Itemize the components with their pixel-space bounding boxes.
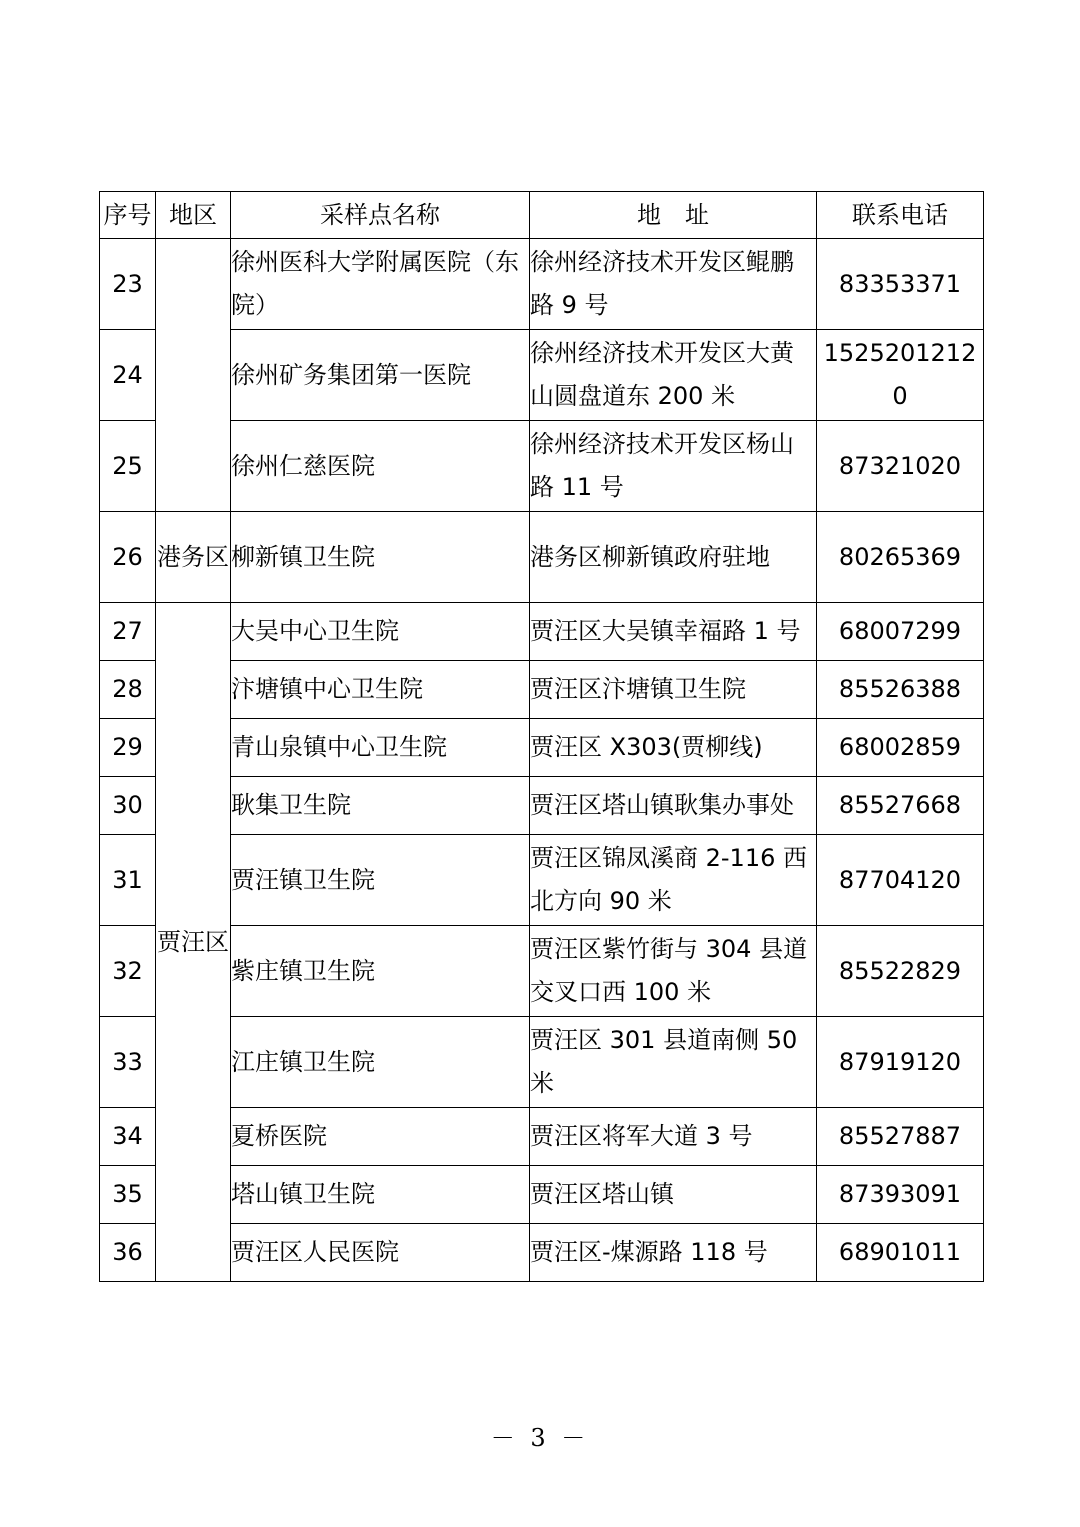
row-phone: 68002859	[817, 719, 984, 777]
row-no: 31	[100, 835, 156, 926]
row-address: 贾汪区-煤源路 118 号	[530, 1224, 817, 1282]
row-no: 24	[100, 330, 156, 421]
row-phone: 15252012120	[817, 330, 984, 421]
row-site-name: 塔山镇卫生院	[231, 1166, 530, 1224]
row-no: 33	[100, 1017, 156, 1108]
row-address: 徐州经济技术开发区杨山路 11 号	[530, 421, 817, 512]
row-address: 贾汪区锦凤溪商 2-116 西北方向 90 米	[530, 835, 817, 926]
page-number: － 3 －	[490, 1424, 590, 1452]
row-no: 32	[100, 926, 156, 1017]
row-phone: 87393091	[817, 1166, 984, 1224]
table-header-row	[100, 192, 984, 239]
row-site-name: 贾汪镇卫生院	[231, 835, 530, 926]
table-row	[100, 1166, 984, 1224]
row-phone: 87919120	[817, 1017, 984, 1108]
row-site-name: 夏桥医院	[231, 1108, 530, 1166]
row-no: 35	[100, 1166, 156, 1224]
table-row	[100, 421, 984, 512]
table-row	[100, 1224, 984, 1282]
table-row	[100, 835, 984, 926]
header-phone: 联系电话	[817, 192, 984, 239]
row-address: 贾汪区汴塘镇卫生院	[530, 661, 817, 719]
sampling-sites-table	[99, 191, 984, 1282]
row-no: 29	[100, 719, 156, 777]
row-site-name: 徐州仁慈医院	[231, 421, 530, 512]
row-no: 26	[100, 512, 156, 603]
table-row	[100, 239, 984, 330]
header-no: 序号	[100, 192, 156, 239]
table-row	[100, 603, 984, 661]
row-phone: 83353371	[817, 239, 984, 330]
row-address: 徐州经济技术开发区鲲鹏路 9 号	[530, 239, 817, 330]
table-row	[100, 512, 984, 603]
row-phone: 87704120	[817, 835, 984, 926]
table-row	[100, 1017, 984, 1108]
row-address: 贾汪区将军大道 3 号	[530, 1108, 817, 1166]
row-address: 贾汪区紫竹街与 304 县道交叉口西 100 米	[530, 926, 817, 1017]
row-phone: 68901011	[817, 1224, 984, 1282]
row-no: 36	[100, 1224, 156, 1282]
row-no: 23	[100, 239, 156, 330]
row-site-name: 贾汪区人民医院	[231, 1224, 530, 1282]
row-address: 贾汪区 301 县道南侧 50 米	[530, 1017, 817, 1108]
row-address: 贾汪区大吴镇幸福路 1 号	[530, 603, 817, 661]
table-row	[100, 926, 984, 1017]
row-no: 34	[100, 1108, 156, 1166]
row-site-name: 耿集卫生院	[231, 777, 530, 835]
row-site-name: 青山泉镇中心卫生院	[231, 719, 530, 777]
row-site-name: 柳新镇卫生院	[231, 512, 530, 603]
row-site-name: 汴塘镇中心卫生院	[231, 661, 530, 719]
header-name: 采样点名称	[231, 192, 530, 239]
table-row	[100, 330, 984, 421]
row-no: 25	[100, 421, 156, 512]
row-address: 贾汪区 X303(贾柳线)	[530, 719, 817, 777]
row-no: 27	[100, 603, 156, 661]
header-address: 地 址	[530, 192, 817, 239]
table-row	[100, 777, 984, 835]
row-no: 28	[100, 661, 156, 719]
row-address: 徐州经济技术开发区大黄山圆盘道东 200 米	[530, 330, 817, 421]
table-row	[100, 661, 984, 719]
row-phone: 85527668	[817, 777, 984, 835]
row-phone: 87321020	[817, 421, 984, 512]
row-address: 贾汪区塔山镇	[530, 1166, 817, 1224]
region-cell-blank	[156, 239, 231, 512]
region-cell-gangwu: 港务区	[156, 512, 231, 603]
row-phone: 80265369	[817, 512, 984, 603]
row-site-name: 徐州医科大学附属医院（东院）	[231, 239, 530, 330]
row-phone: 85526388	[817, 661, 984, 719]
table-row	[100, 1108, 984, 1166]
row-no: 30	[100, 777, 156, 835]
row-address: 港务区柳新镇政府驻地	[530, 512, 817, 603]
row-site-name: 大吴中心卫生院	[231, 603, 530, 661]
row-phone: 85522829	[817, 926, 984, 1017]
region-cell-jiawang: 贾汪区	[156, 603, 231, 1282]
header-region: 地区	[156, 192, 231, 239]
row-site-name: 徐州矿务集团第一医院	[231, 330, 530, 421]
row-site-name: 紫庄镇卫生院	[231, 926, 530, 1017]
table-row	[100, 719, 984, 777]
row-phone: 85527887	[817, 1108, 984, 1166]
row-address: 贾汪区塔山镇耿集办事处	[530, 777, 817, 835]
row-site-name: 江庄镇卫生院	[231, 1017, 530, 1108]
row-phone: 68007299	[817, 603, 984, 661]
